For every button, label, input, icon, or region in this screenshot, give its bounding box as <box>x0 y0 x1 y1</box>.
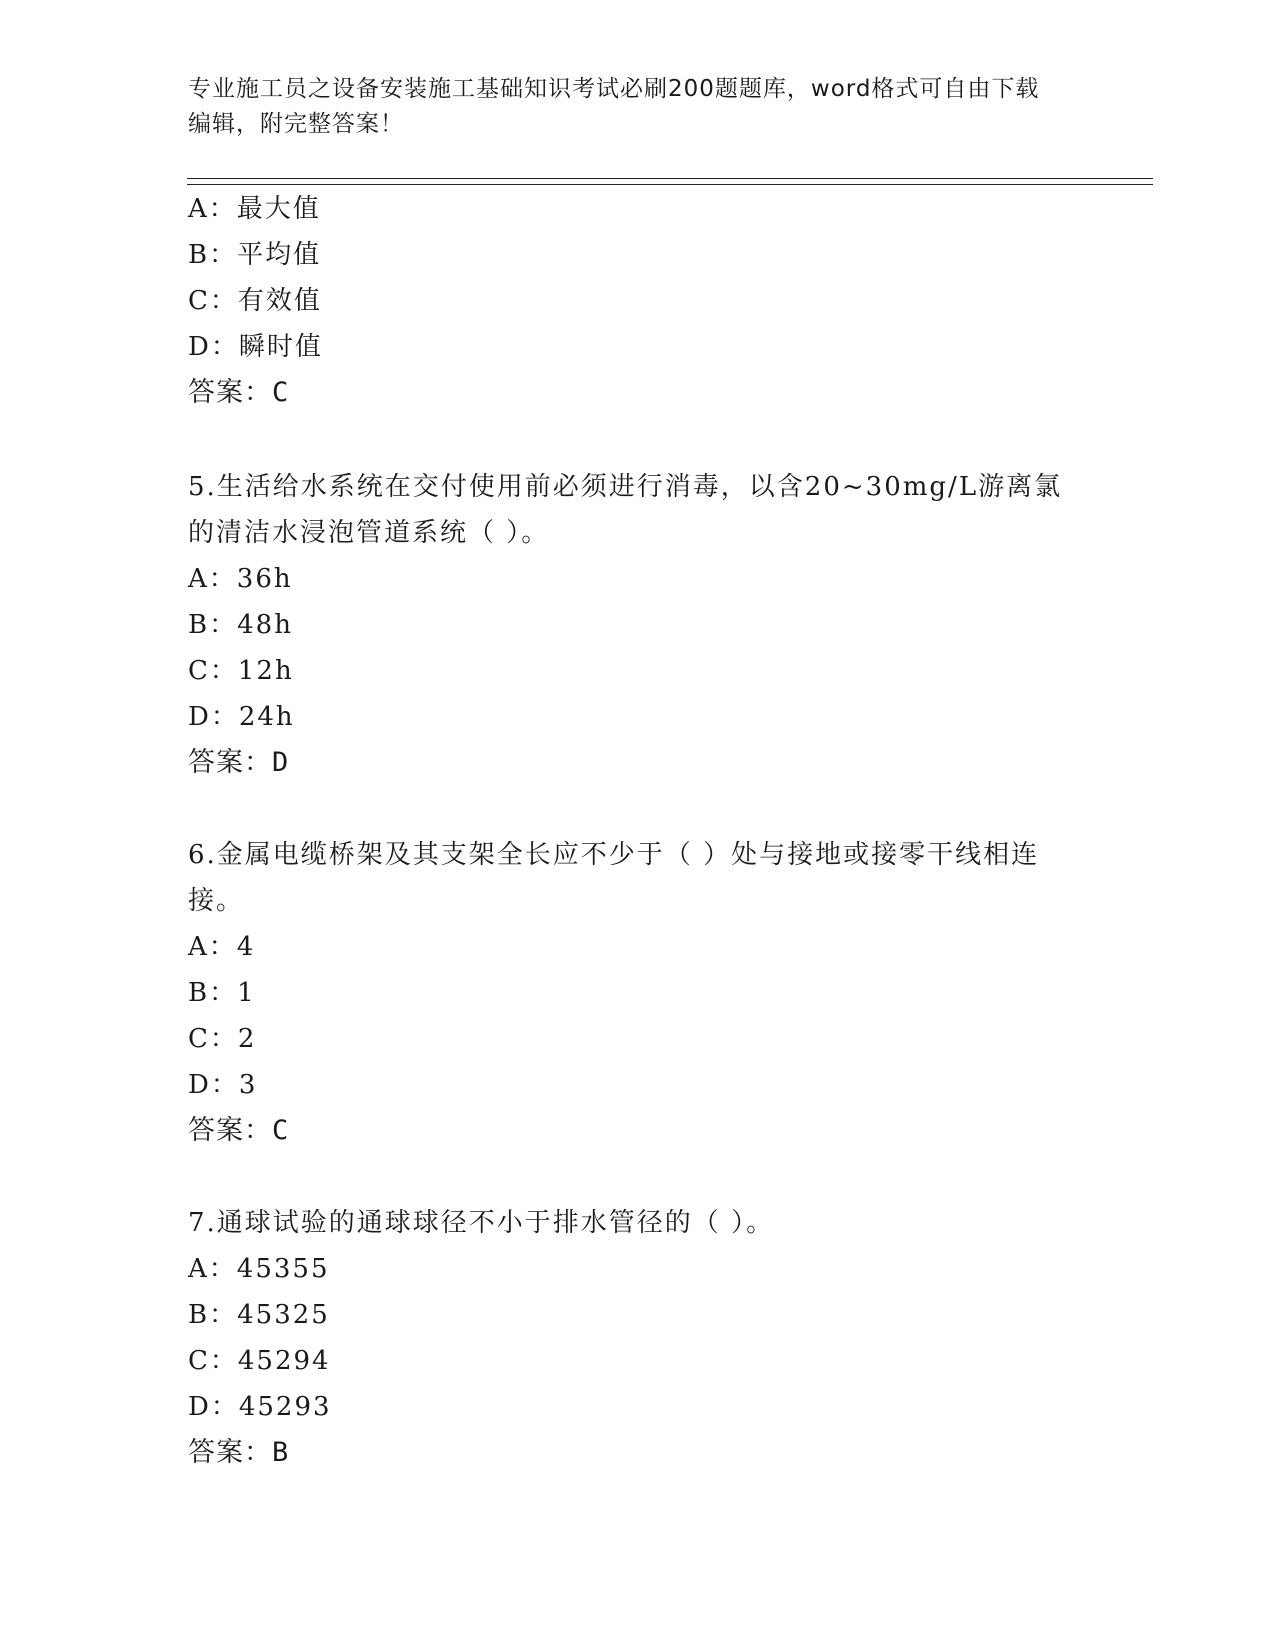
q5-option-a: A：36h <box>188 564 293 594</box>
q6-option-c: C：2 <box>188 1024 257 1054</box>
q7-stem-line-1: 7.通球试验的通球球径不小于排水管径的（ ）。 <box>188 1208 775 1238</box>
q4-option-b: B：平均值 <box>188 240 322 270</box>
q5-option-d: D：24h <box>188 702 295 732</box>
q7-option-c: C：45294 <box>188 1346 331 1376</box>
header-line-2: 编辑，附完整答案！ <box>188 111 404 137</box>
q4-option-c: C：有效值 <box>188 286 322 316</box>
q4-option-a: A：最大值 <box>188 194 321 224</box>
q5-option-b: B：48h <box>188 610 293 640</box>
q4-option-d: D：瞬时值 <box>188 332 323 362</box>
q6-answer <box>188 1108 289 1154</box>
header-divider-bottom <box>187 184 1153 185</box>
q7-option-a: A：45355 <box>188 1254 330 1284</box>
q7-answer <box>188 1430 289 1476</box>
answer-label: 答案： <box>188 747 272 778</box>
header-divider-top <box>187 178 1153 179</box>
q6-stem-line-1: 6.金属电缆桥架及其支架全长应不少于（ ）处与接地或接零干线相连 <box>188 840 1040 870</box>
q5-stem-line-1: 5.生活给水系统在交付使用前必须进行消毒，以含20~30mg/L游离氯 <box>188 472 1063 502</box>
header-line-1: 专业施工员之设备安装施工基础知识考试必刷200题题库，word格式可自由下载 <box>188 76 1040 102</box>
q5-stem-line-2: 的清洁水浸泡管道系统（ ）。 <box>188 518 550 548</box>
q5-answer <box>188 740 289 786</box>
q6-option-d: D：3 <box>188 1070 258 1100</box>
answer-label: 答案： <box>188 1115 272 1146</box>
answer-label: 答案： <box>188 377 272 408</box>
q5-option-c: C：12h <box>188 656 294 686</box>
answer-value: B <box>272 1437 290 1468</box>
q7-option-b: B：45325 <box>188 1300 330 1330</box>
answer-value: C <box>272 1115 290 1146</box>
answer-value: C <box>272 377 290 408</box>
q6-option-a: A：4 <box>188 932 256 962</box>
q4-answer <box>188 370 289 416</box>
q6-option-b: B：1 <box>188 978 256 1008</box>
document-header <box>188 72 1088 142</box>
answer-label: 答案： <box>188 1437 272 1468</box>
answer-value: D <box>272 747 290 778</box>
q7-option-d: D：45293 <box>188 1392 332 1422</box>
q6-stem-line-2: 接。 <box>188 886 245 916</box>
